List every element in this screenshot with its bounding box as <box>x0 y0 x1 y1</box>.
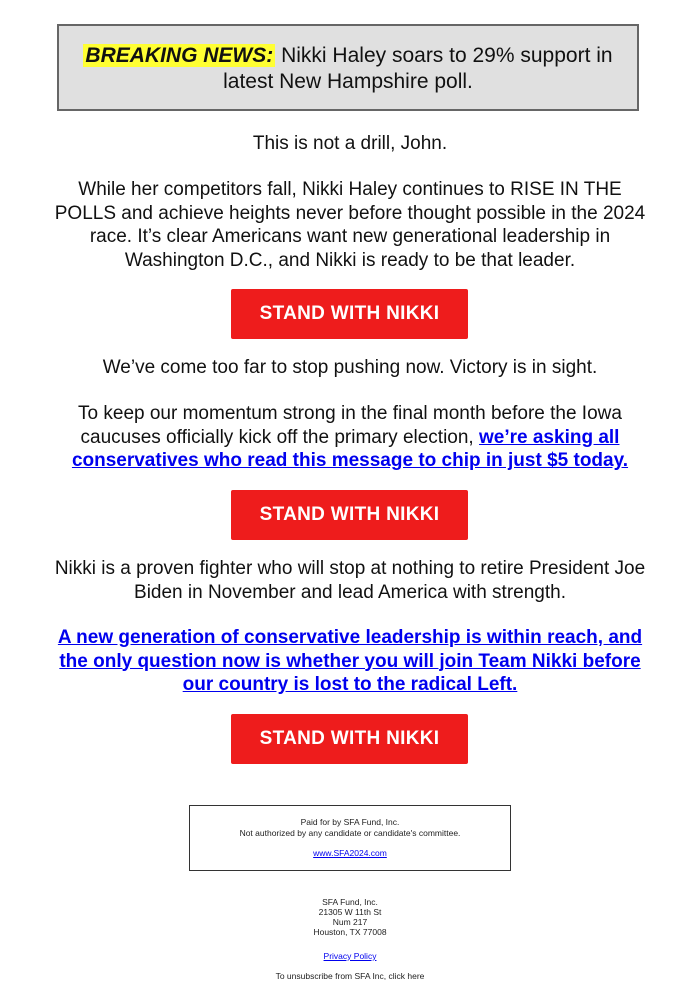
privacy-policy-link[interactable]: Privacy Policy <box>323 951 377 961</box>
paid-for-disclaimer <box>189 805 511 871</box>
paragraph-proven-fighter: Nikki is a proven fighter who will stop at nothing to retire President Joe Biden in November and lead America with strength. <box>54 558 646 603</box>
paragraph-momentum <box>40 402 660 473</box>
breaking-news-label: BREAKING NEWS: <box>85 44 274 67</box>
paragraph-momentum-text: To keep our momentum strong in the final month before the Iowa caucuses officially kick off the primary election, <box>78 403 622 448</box>
address-name: SFA Fund, Inc. <box>322 897 378 907</box>
address-street: 21305 W 11th St <box>318 907 382 917</box>
paragraph-victory: We’ve come too far to stop pushing now. Victory is in sight. <box>102 357 598 378</box>
paragraph-rise-in-polls: While her competitors fall, Nikki Haley continues to RISE IN THE POLLS and achieve heights never before thought possible in the 2024 race. It’s clear Americans want new generational leadership in Washington D.C., and Nikki is ready to be that leader. <box>54 179 646 271</box>
new-generation-link[interactable]: A new generation of conservative leadership is within reach, and the only question now is whether you will join Team Nikki before our country is lost to the radical Left. <box>57 627 643 695</box>
breaking-news-banner <box>57 24 639 111</box>
unsubscribe-link[interactable]: To unsubscribe from SFA Inc, click here <box>275 971 425 981</box>
breaking-news-text: Nikki Haley soars to 29% support in latest New Hampshire poll. <box>223 44 613 93</box>
disclaimer-line-2: Not authorized by any candidate or candidate's committee. <box>239 828 461 838</box>
paragraph-new-generation <box>50 626 650 697</box>
chip-in-link[interactable]: we’re asking all conservatives who read this message to chip in just $5 today. <box>71 426 629 471</box>
greeting: This is not a drill, John. <box>252 133 448 154</box>
stand-with-nikki-button-1[interactable]: STAND WITH NIKKI <box>231 289 468 339</box>
sfa-website-link[interactable]: www.SFA2024.com <box>313 848 387 858</box>
mailing-address <box>200 897 500 937</box>
stand-with-nikki-button-3[interactable]: STAND WITH NIKKI <box>231 714 468 764</box>
disclaimer-line-1: Paid for by SFA Fund, Inc. <box>300 817 400 827</box>
address-city: Houston, TX 77008 <box>313 927 387 937</box>
address-unit: Num 217 <box>332 917 368 927</box>
stand-with-nikki-button-2[interactable]: STAND WITH NIKKI <box>231 490 468 540</box>
